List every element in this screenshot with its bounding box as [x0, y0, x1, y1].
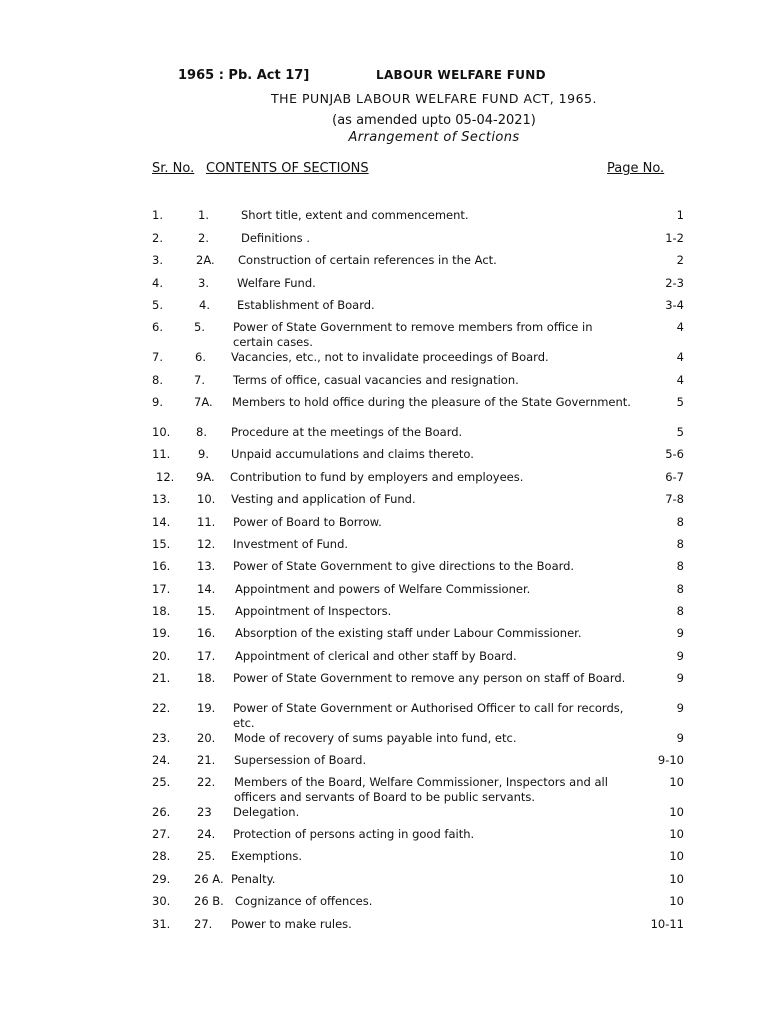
toc-section-title: Construction of certain references in the Act.	[238, 253, 497, 267]
toc-section-title: Vesting and application of Fund.	[231, 492, 416, 506]
column-header-sr-no: Sr. No.	[152, 161, 195, 176]
toc-section-title: Absorption of the existing staff under Labour Commissioner.	[235, 626, 582, 640]
toc-page-number: 6-7	[665, 470, 684, 484]
toc-section-title: Terms of office, casual vacancies and resignation.	[233, 373, 519, 387]
toc-section-title: Cognizance of offences.	[235, 894, 373, 908]
toc-page-number: 9	[676, 731, 684, 745]
toc-serial-number: 16.	[152, 559, 171, 573]
toc-section-title: Vacancies, etc., not to invalidate proceedings of Board.	[231, 350, 549, 364]
toc-page-number: 10-11	[650, 917, 684, 931]
toc-section-number: 15.	[197, 604, 216, 618]
toc-section-title: Members of the Board, Welfare Commissioner, Inspectors and all officers and servants of Board to be public servants.	[234, 775, 608, 804]
toc-page-number: 3-4	[665, 298, 684, 312]
toc-section-title: Contribution to fund by employers and employees.	[230, 470, 524, 484]
toc-page-number: 8	[676, 537, 684, 551]
toc-page-number: 10	[669, 805, 684, 819]
toc-page-number: 10	[669, 894, 684, 908]
toc-section-number: 25.	[197, 849, 216, 863]
toc-serial-number: 22.	[152, 701, 171, 715]
toc-section-title: Investment of Fund.	[233, 537, 349, 551]
toc-section-number: 8.	[196, 425, 207, 439]
toc-page-number: 2	[676, 253, 684, 267]
toc-section-number: 1.	[198, 208, 209, 222]
toc-section-number: 27.	[194, 917, 213, 931]
toc-section-title: Power to make rules.	[231, 917, 352, 931]
toc-serial-number: 14.	[152, 515, 171, 529]
toc-page-number: 2-3	[665, 276, 684, 290]
toc-section-number: 24.	[197, 827, 216, 841]
toc-section-number: 5.	[194, 320, 205, 334]
toc-serial-number: 3.	[152, 253, 163, 267]
toc-serial-number: 28.	[152, 849, 171, 863]
toc-page-number: 10	[669, 827, 684, 841]
toc-serial-number: 27.	[152, 827, 171, 841]
arrangement-subtitle: Arrangement of Sections	[348, 130, 520, 145]
toc-section-title: Power of State Government or Authorised Officer to call for records, etc.	[233, 701, 624, 730]
toc-page-number: 10	[669, 849, 684, 863]
toc-section-number: 26 B.	[194, 894, 224, 908]
toc-section-number: 14.	[197, 582, 216, 596]
toc-section-number: 6.	[195, 350, 206, 364]
toc-serial-number: 15.	[152, 537, 171, 551]
toc-section-title: Delegation.	[233, 805, 300, 819]
toc-section-number: 2A.	[196, 253, 215, 267]
toc-serial-number: 10.	[152, 425, 171, 439]
toc-section-title: Penalty.	[231, 872, 276, 886]
toc-page-number: 1	[676, 208, 684, 222]
toc-section-number: 13.	[197, 559, 216, 573]
toc-section-title: Procedure at the meetings of the Board.	[231, 425, 463, 439]
toc-page-number: 1-2	[665, 231, 684, 245]
toc-page-number: 9-10	[657, 753, 684, 767]
toc-section-title: Mode of recovery of sums payable into fund, etc.	[234, 731, 517, 745]
toc-serial-number: 31.	[152, 917, 171, 931]
toc-page-number: 10	[669, 775, 684, 789]
toc-serial-number: 1.	[152, 208, 163, 222]
toc-page-number: 5	[676, 425, 684, 439]
toc-serial-number: 6.	[152, 320, 163, 334]
toc-page-number: 8	[676, 515, 684, 529]
toc-section-number: 19.	[197, 701, 216, 715]
toc-section-number: 9A.	[196, 470, 215, 484]
toc-section-number: 2.	[198, 231, 209, 245]
toc-section-title: Members to hold office during the pleasure of the State Government.	[232, 395, 631, 409]
toc-page-number: 8	[676, 604, 684, 618]
toc-serial-number: 2.	[152, 231, 163, 245]
toc-section-number: 23	[197, 805, 212, 819]
toc-page-number: 5-6	[665, 447, 684, 461]
toc-section-number: 22.	[197, 775, 216, 789]
toc-serial-number: 12.	[156, 470, 175, 484]
toc-section-title: Power of Board to Borrow.	[233, 515, 382, 529]
toc-serial-number: 13.	[152, 492, 171, 506]
toc-serial-number: 4.	[152, 276, 163, 290]
toc-serial-number: 30.	[152, 894, 171, 908]
toc-section-number: 16.	[197, 626, 216, 640]
column-header-page-no: Page No.	[607, 161, 665, 176]
toc-serial-number: 9.	[152, 395, 163, 409]
running-header-act: 1965 : Pb. Act 17]	[178, 68, 310, 83]
toc-section-title: Appointment and powers of Welfare Commissioner.	[235, 582, 531, 596]
toc-serial-number: 29.	[152, 872, 171, 886]
toc-section-number: 3.	[198, 276, 209, 290]
toc-serial-number: 24.	[152, 753, 171, 767]
toc-page-number: 4	[676, 320, 684, 334]
toc-section-title: Short title, extent and commencement.	[241, 208, 469, 222]
toc-page-number: 9	[676, 701, 684, 715]
toc-page-number: 7-8	[665, 492, 684, 506]
toc-serial-number: 11.	[152, 447, 171, 461]
toc-section-title: Power of State Government to give directions to the Board.	[233, 559, 575, 573]
toc-section-number: 11.	[197, 515, 216, 529]
toc-page-number: 4	[676, 373, 684, 387]
running-header-title: LABOUR WELFARE FUND	[376, 68, 546, 82]
toc-section-number: 9.	[198, 447, 209, 461]
column-header-contents: CONTENTS OF SECTIONS	[206, 161, 369, 176]
toc-section-number: 21.	[197, 753, 216, 767]
toc-section-number: 4.	[199, 298, 210, 312]
toc-section-number: 10.	[197, 492, 216, 506]
toc-section-number: 18.	[197, 671, 216, 685]
toc-section-number: 7A.	[194, 395, 213, 409]
toc-serial-number: 19.	[152, 626, 171, 640]
toc-section-number: 17.	[197, 649, 216, 663]
toc-section-title: Supersession of Board.	[234, 753, 367, 767]
toc-section-number: 7.	[194, 373, 205, 387]
toc-section-number: 26 A.	[194, 872, 224, 886]
toc-serial-number: 25.	[152, 775, 171, 789]
document-title: THE PUNJAB LABOUR WELFARE FUND ACT, 1965.	[271, 91, 597, 106]
toc-section-title: Protection of persons acting in good faith.	[233, 827, 475, 841]
toc-page-number: 5	[676, 395, 684, 409]
toc-page-number: 8	[676, 559, 684, 573]
toc-section-title: Definitions .	[241, 231, 310, 245]
toc-serial-number: 26.	[152, 805, 171, 819]
toc-serial-number: 8.	[152, 373, 163, 387]
toc-serial-number: 5.	[152, 298, 163, 312]
toc-section-title: Power of State Government to remove members from office in certain cases.	[233, 320, 593, 349]
toc-page-number: 9	[676, 671, 684, 685]
toc-page-number: 10	[669, 872, 684, 886]
toc-serial-number: 18.	[152, 604, 171, 618]
toc-section-title: Appointment of clerical and other staff by Board.	[235, 649, 517, 663]
toc-section-number: 12.	[197, 537, 216, 551]
toc-section-title: Unpaid accumulations and claims thereto.	[231, 447, 474, 461]
toc-serial-number: 23.	[152, 731, 171, 745]
toc-page-number: 8	[676, 582, 684, 596]
amendment-note: (as amended upto 05-04-2021)	[332, 113, 536, 128]
toc-section-title: Power of State Government to remove any person on staff of Board.	[233, 671, 626, 685]
toc-section-number: 20.	[197, 731, 216, 745]
toc-serial-number: 21.	[152, 671, 171, 685]
toc-page-number: 9	[676, 649, 684, 663]
toc-section-title: Welfare Fund.	[237, 276, 316, 290]
toc-serial-number: 17.	[152, 582, 171, 596]
toc-section-title: Exemptions.	[231, 849, 302, 863]
toc-serial-number: 20.	[152, 649, 171, 663]
toc-section-title: Establishment of Board.	[237, 298, 375, 312]
toc-section-title: Appointment of Inspectors.	[235, 604, 392, 618]
toc-page-number: 4	[676, 350, 684, 364]
toc-serial-number: 7.	[152, 350, 163, 364]
toc-page-number: 9	[676, 626, 684, 640]
